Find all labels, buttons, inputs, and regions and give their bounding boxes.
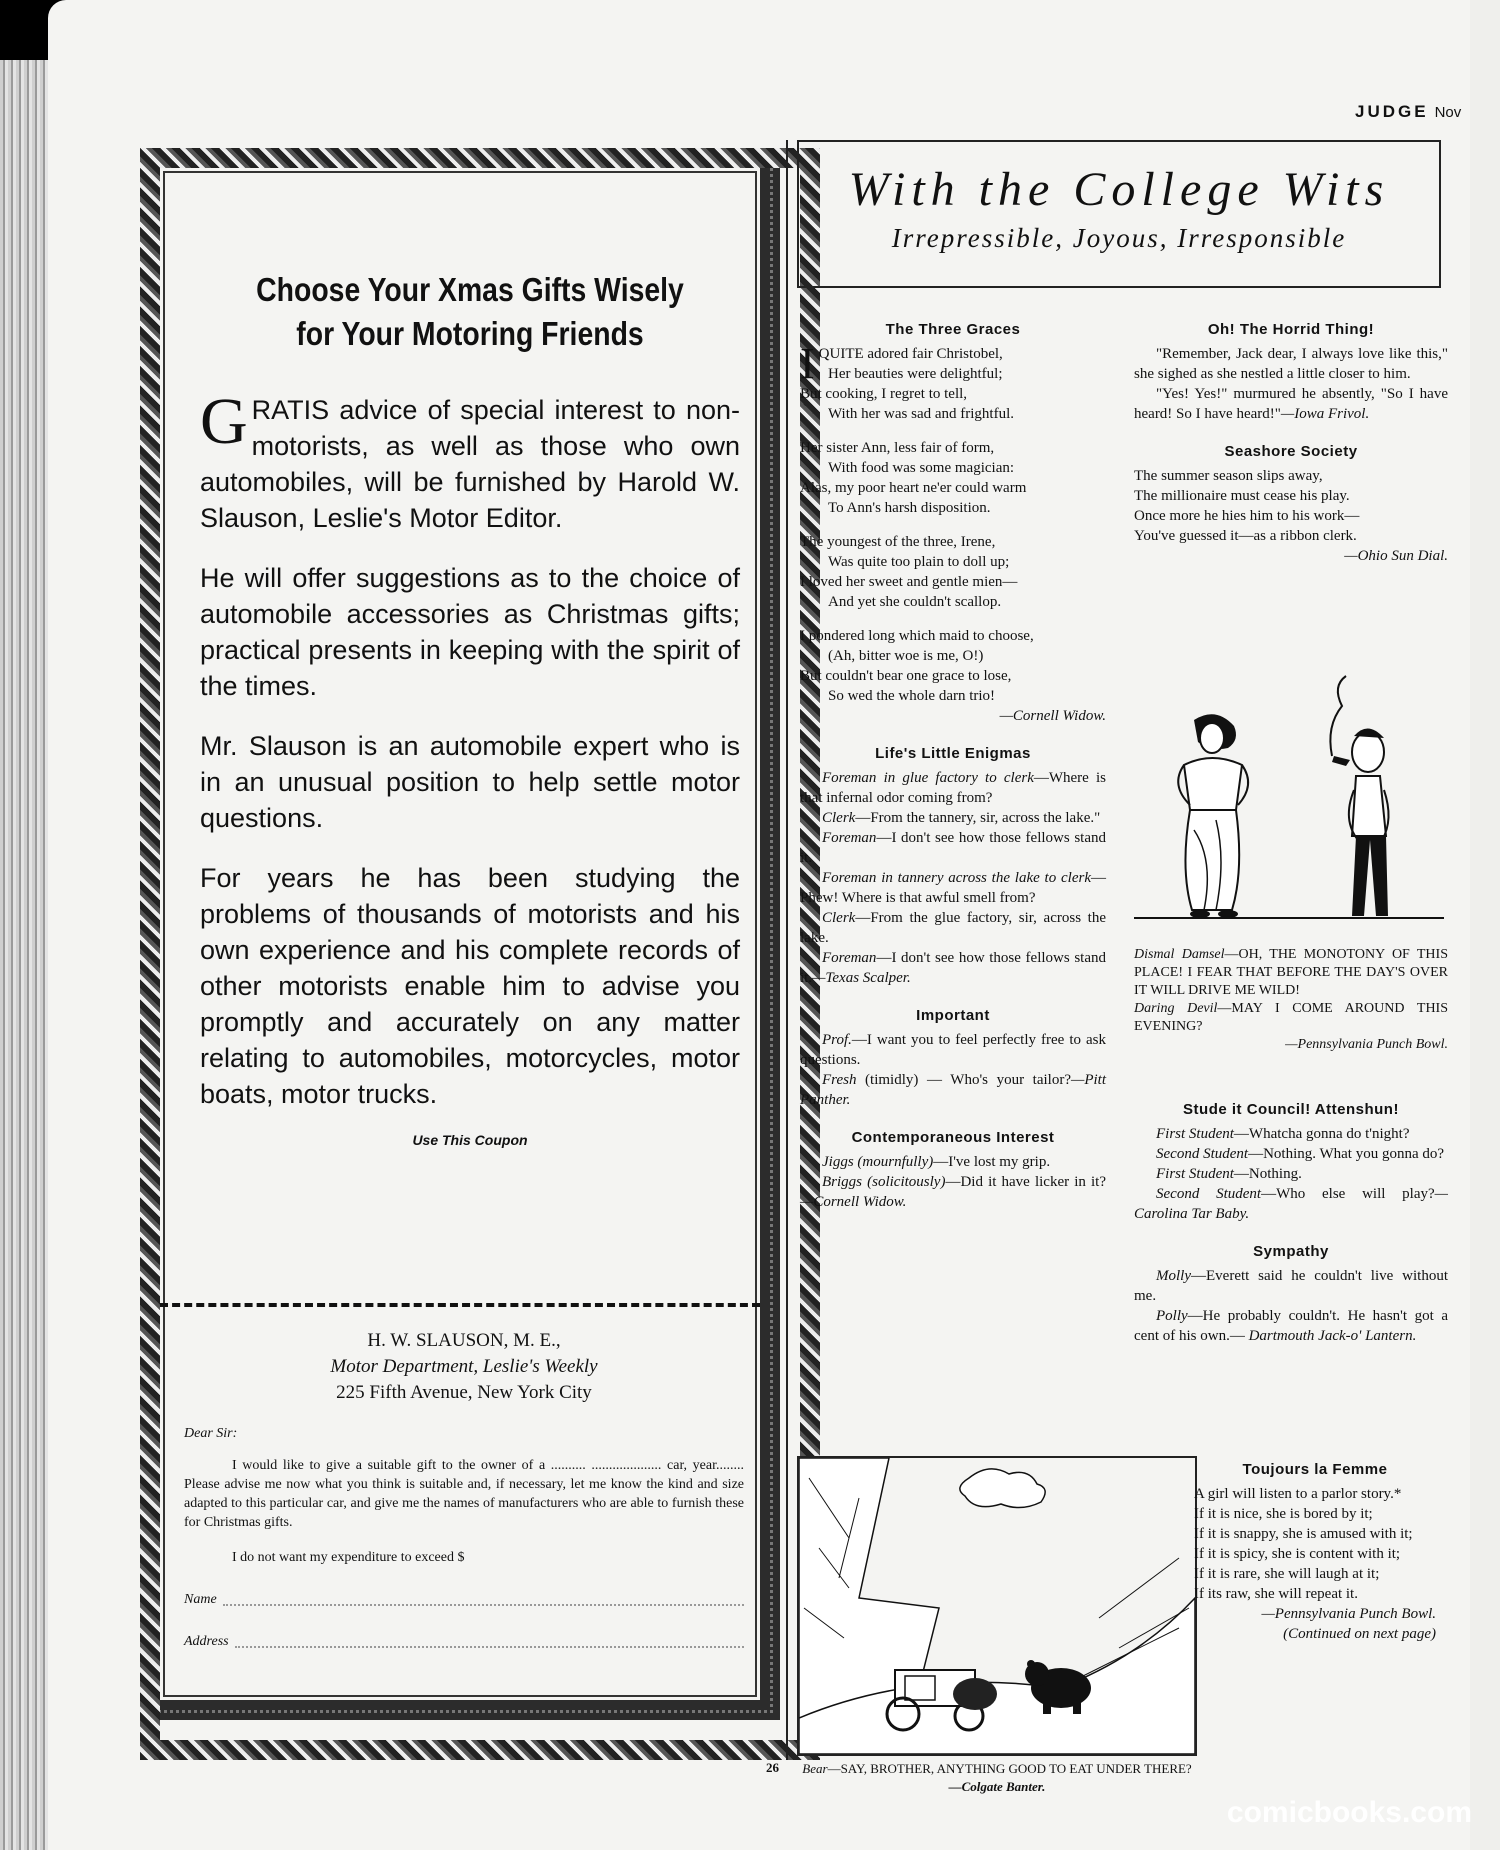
advertisement	[140, 148, 780, 1720]
dialogue: —Whatcha gonna do t'night?	[1233, 1126, 1410, 1142]
coupon	[184, 1328, 744, 1650]
bear-cartoon-illustration	[799, 1458, 1195, 1754]
verse-line: The youngest of the three, Irene,	[800, 534, 996, 550]
verse-line: If it is nice, she is bored by it;	[1194, 1506, 1373, 1522]
coupon-name-blank	[223, 1592, 744, 1606]
ad-headline	[203, 268, 736, 356]
dialogue: —SAY, BROTHER, ANYTHING GOOD TO EAT UNDER THERE?	[827, 1761, 1192, 1776]
sympathy-line-1	[1134, 1266, 1448, 1306]
speaker: Second Student	[1156, 1146, 1249, 1162]
speaker: Foreman	[822, 830, 877, 846]
seashore-attribution: —Ohio Sun Dial.	[1344, 548, 1448, 564]
enigmas-line-1	[800, 768, 1106, 808]
watermark: comicbooks.com	[1226, 1796, 1472, 1829]
verse-line: With her was sad and frightful.	[828, 406, 1015, 422]
coupon-address-line-1: H. W. SLAUSON, M. E.,	[367, 1330, 561, 1351]
book-spine	[0, 60, 48, 1850]
dialogue: —Nothing.	[1233, 1166, 1302, 1182]
ad-headline-line-2: for Your Motoring Friends	[296, 315, 644, 352]
sympathy-heading: Sympathy	[1253, 1243, 1329, 1260]
coupon-salutation: Dear Sir:	[184, 1426, 238, 1441]
dialogue: —Everett said he couldn't live without me.	[1134, 1268, 1448, 1304]
verse-line: Alas, my poor heart ne'er could warm	[800, 480, 1027, 496]
column-right-lower	[1134, 1100, 1448, 1346]
speaker: Clerk	[822, 910, 856, 926]
speaker: Foreman	[822, 950, 877, 966]
coupon-cue: Use This Coupon	[412, 1132, 528, 1148]
ad-body	[200, 268, 740, 1148]
damsel-attribution: —Pennsylvania Punch Bowl.	[1285, 1037, 1448, 1052]
three-graces-stanza-1	[800, 339, 1106, 424]
continued-note: (Continued on next page)	[1283, 1626, 1436, 1642]
speaker: Briggs (solicitously)	[822, 1174, 946, 1190]
dialogue: —MAY I COME AROUND THIS EVENING?	[1134, 1001, 1448, 1034]
dialogue: —I've lost my grip.	[933, 1154, 1051, 1170]
column-right	[1134, 320, 1448, 566]
speaker: Second Student	[1156, 1186, 1262, 1202]
horrid-heading: Oh! The Horrid Thing!	[1207, 321, 1375, 338]
verse-line: If its raw, she will repeat it.	[1194, 1586, 1358, 1602]
contemporaneous-line-2	[800, 1172, 1106, 1212]
ad-paragraph-4: For years he has been studying the problems of thousands of motorists and his own experience and his complete records of other motorists enable him to advise you promptly and accurately on any matter relating to automobiles, motorcycles, motor boats, motor trucks.	[200, 863, 740, 1109]
council-line-1	[1134, 1124, 1448, 1144]
speaker: Molly	[1156, 1268, 1191, 1284]
verse-line: Was quite too plain to doll up;	[828, 554, 1010, 570]
femme-column	[1194, 1460, 1436, 1644]
coupon-name-field	[184, 1592, 744, 1608]
enigmas-line-3	[800, 828, 1106, 868]
facing-page-edge	[1470, 0, 1500, 1850]
coupon-cut-line	[160, 1303, 760, 1307]
column-left	[800, 320, 1106, 1212]
speaker: Foreman in tannery across the lake to clerk	[822, 870, 1091, 886]
verse-line: The millionaire must cease his play.	[1134, 488, 1350, 504]
speaker: Foreman in glue factory to clerk	[822, 770, 1034, 786]
seashore-heading: Seashore Society	[1224, 443, 1358, 460]
three-graces-stanza-4	[800, 626, 1106, 726]
council-attribution: —Carolina Tar Baby.	[1134, 1186, 1449, 1222]
contemporaneous-heading: Contemporaneous Interest	[851, 1129, 1055, 1146]
dialogue: —Phew! Where is that awful smell from?	[800, 870, 1106, 906]
dialogue: (timidly) — Who's your tailor?	[865, 1072, 1071, 1088]
ad-dropcap: G	[200, 385, 248, 458]
horrid-line-2	[1134, 384, 1448, 424]
important-line-2	[800, 1070, 1106, 1110]
bear-cartoon-caption	[797, 1760, 1197, 1796]
verse-line: I pondered long which maid to choose,	[800, 628, 1034, 644]
verse-line: Her beauties were delightful;	[828, 366, 1003, 382]
contemporaneous-line-1	[800, 1152, 1106, 1172]
enigmas-heading: Life's Little Enigmas	[875, 745, 1031, 762]
dialogue: —He probably couldn't. He hasn't got a cent of his own.—	[1134, 1308, 1448, 1344]
coupon-address	[184, 1328, 744, 1406]
running-head-title: JUDGE	[1355, 102, 1429, 121]
speaker: First Student	[1156, 1126, 1234, 1142]
damsel-cartoon-illustration	[1124, 660, 1448, 950]
three-graces-stanza-2	[800, 438, 1106, 518]
ad-headline-line-1: Choose Your Xmas Gifts Wisely	[256, 271, 684, 308]
speaker: Jiggs (mournfully)	[822, 1154, 934, 1170]
bear-attribution: —Colgate Banter.	[948, 1779, 1046, 1794]
horrid-attribution: —Iowa Frivol.	[1280, 406, 1370, 422]
dialogue: —Did it have licker in it?	[945, 1174, 1106, 1190]
speaker: Polly	[1156, 1308, 1188, 1324]
verse-line: I loved her sweet and gentle mien—	[800, 574, 1018, 590]
sympathy-line-2	[1134, 1306, 1448, 1346]
speaker: Daring Devil	[1134, 1001, 1218, 1016]
column-title-box	[797, 140, 1441, 288]
three-graces-stanza-3	[800, 532, 1106, 612]
three-graces-heading: The Three Graces	[885, 321, 1021, 338]
coupon-name-label: Name	[184, 1592, 217, 1607]
verse-line: If it is spicy, she is content with it;	[1194, 1546, 1401, 1562]
ad-paragraph-1	[200, 385, 740, 536]
three-graces-dropcap: I	[800, 339, 815, 388]
coupon-address-field	[184, 1634, 744, 1650]
running-head-suffix: Nov	[1434, 104, 1462, 121]
page-number: 26	[766, 1760, 779, 1775]
dialogue: —I want you to feel perfectly free to ask questions.	[800, 1032, 1106, 1068]
running-head	[1355, 102, 1461, 122]
column-subtitle: Irrepressible, Joyous, Irresponsible	[891, 223, 1347, 253]
dialogue: —Where is that infernal odor coming from?	[800, 770, 1106, 806]
dialogue: —Nothing. What you gonna do?	[1248, 1146, 1445, 1162]
verse-line: A girl will listen to a parlor story.*	[1194, 1486, 1402, 1502]
council-heading: Stude it Council! Attenshun!	[1183, 1101, 1399, 1118]
verse-line: QUITE adored fair Christobel,	[818, 346, 1003, 362]
dialogue: —From the tannery, sir, across the lake."	[855, 810, 1101, 826]
enigmas-attribution: —Texas Scalper.	[812, 970, 911, 986]
coupon-address-line-2: Motor Department, Leslie's Weekly	[330, 1356, 598, 1377]
speaker: Fresh	[822, 1072, 857, 1088]
council-line-4	[1134, 1184, 1448, 1224]
verse-line: But cooking, I regret to tell,	[800, 386, 968, 402]
verse-line: And yet she couldn't scallop.	[828, 594, 1002, 610]
verse-line: You've guessed it—as a ribbon clerk.	[1134, 528, 1357, 544]
coupon-address-label: Address	[184, 1634, 229, 1649]
speaker: Clerk	[822, 810, 856, 826]
column-title: With the College Wits	[848, 163, 1390, 216]
coupon-address-line-3: 225 Fifth Avenue, New York City	[336, 1382, 592, 1403]
coupon-body: I would like to give a suitable gift to the owner of a .......... .................... car, year........ Please advise me now what you think is suitable and, if necessary, let me know the kind and size adapted to this particular car, and give me the names of manufacturers who are able to furnish these for Christmas gifts.	[184, 1458, 744, 1530]
dialogue: —OH, THE MONOTONY OF THIS PLACE! I FEAR THAT BEFORE THE DAY'S OVER IT WILL DRIVE ME WILD!	[1134, 947, 1448, 998]
dialogue: —Who else will play?	[1261, 1186, 1435, 1202]
sympathy-attribution: Dartmouth Jack-o' Lantern.	[1248, 1328, 1417, 1344]
contemporaneous-attribution: —Cornell Widow.	[800, 1194, 907, 1210]
verse-line: (Ah, bitter woe is me, O!)	[828, 648, 984, 664]
coupon-address-blank	[235, 1634, 744, 1648]
column-rule	[786, 140, 788, 1760]
verse-line: But couldn't bear one grace to lose,	[800, 668, 1012, 684]
verse-line: Her sister Ann, less fair of form,	[800, 440, 995, 456]
speaker: Bear	[802, 1761, 828, 1776]
ad-paragraph-2: He will offer suggestions as to the choice of automobile accessories as Christmas gifts; practical presents in keeping with the spirit of the times.	[200, 563, 740, 701]
three-graces-attribution: —Cornell Widow.	[999, 708, 1106, 724]
enigmas-line-2	[800, 808, 1106, 828]
dialogue: —I don't see how those fellows stand it.	[800, 950, 1106, 986]
verse-line: With food was some magician:	[828, 460, 1015, 476]
verse-line: If it is snappy, she is amused with it;	[1194, 1526, 1413, 1542]
verse-line: So wed the whole darn trio!	[828, 688, 996, 704]
council-line-3	[1134, 1164, 1448, 1184]
speaker: Dismal Damsel	[1134, 947, 1225, 962]
horrid-line-1: "Remember, Jack dear, I always love like this," she sighed as she nestled a little closer to him.	[1134, 346, 1448, 382]
femme-heading: Toujours la Femme	[1242, 1461, 1388, 1478]
verse-line: To Ann's harsh disposition.	[828, 500, 991, 516]
damsel-cartoon-caption	[1134, 946, 1448, 1054]
important-heading: Important	[916, 1007, 990, 1024]
dialogue: "Yes! Yes!" murmured he absently, "So I have heard! So I have heard!"	[1134, 386, 1448, 422]
important-attribution: —Pitt Panther.	[800, 1072, 1106, 1108]
bear-cartoon-frame	[797, 1456, 1197, 1756]
speaker: Prof.	[822, 1032, 852, 1048]
verse-line: The summer season slips away,	[1134, 468, 1323, 484]
ad-paragraph-3: Mr. Slauson is an automobile expert who is in an unusual position to help settle motor questions.	[200, 731, 740, 833]
dialogue: —From the glue factory, sir, across the lake.	[800, 910, 1106, 946]
enigmas-line-4	[800, 868, 1106, 908]
femme-attribution: —Pennsylvania Punch Bowl.	[1261, 1606, 1436, 1622]
dialogue: —I don't see how those fellows stand it.	[800, 830, 1106, 866]
verse-line: Once more he hies him to his work—	[1134, 508, 1360, 524]
speaker: First Student	[1156, 1166, 1234, 1182]
council-line-2	[1134, 1144, 1448, 1164]
ad-paragraph-1-text: RATIS advice of special interest to non-motorists, as well as those who own automobiles, will be furnished by Harold W. Slauson, Leslie's Motor Editor.	[200, 395, 740, 533]
verse-line: If it is rare, she will laugh at it;	[1194, 1566, 1380, 1582]
coupon-expenditure-line: I do not want my expenditure to exceed $	[232, 1550, 465, 1565]
enigmas-line-6	[800, 948, 1106, 988]
important-line-1	[800, 1030, 1106, 1070]
enigmas-line-5	[800, 908, 1106, 948]
